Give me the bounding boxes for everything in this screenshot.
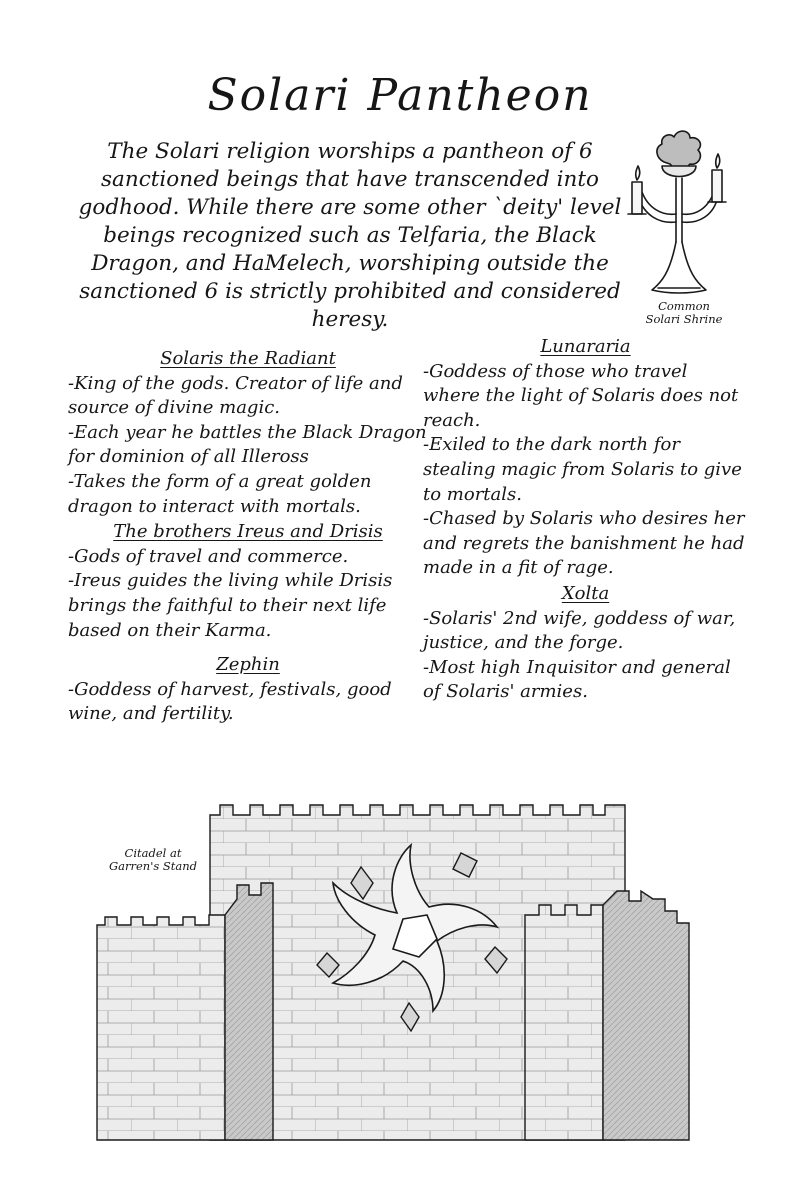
left-column (68, 346, 428, 727)
section-entry: -Goddess of harvest, festivals, good wine, and fertility. (68, 678, 392, 725)
section-heading: The brothers Ireus and Drisis (113, 521, 383, 543)
solari-shrine-illustration (618, 122, 738, 307)
section-entry: -Most high Inquisitor and general of Solaris' armies. (423, 656, 731, 703)
citadel-caption-line: Citadel at (124, 846, 182, 860)
page-title: Solari Pantheon (207, 70, 593, 121)
section-heading: Zephin (216, 654, 280, 676)
section-heading: Xolta (561, 582, 610, 604)
section-entry: -Chased by Solaris who desires her and regrets the banishment he had made in a fit of rage. (423, 508, 745, 579)
section-entry: -Ireus guides the living while Drisis brings the faithful to their next life based on their Karma. (68, 570, 393, 641)
section-entry: -King of the gods. Creator of life and source of divine magic. (68, 372, 403, 419)
citadel-caption-line: Garren's Stand (108, 859, 198, 873)
section-heading: Solaris the Radiant (160, 348, 336, 369)
shrine-caption-line: Common (658, 299, 710, 313)
section-entry: -Solaris' 2nd wife, goddess of war, justice, and the forge. (423, 607, 736, 654)
section-entry: -Goddess of those who travel where the light of Solaris does not reach. (423, 360, 739, 431)
shrine-caption (628, 300, 740, 326)
shrine-caption-line: Solari Shrine (645, 312, 723, 326)
section-entry: -Exiled to the dark north for stealing magic from Solaris to give to mortals. (423, 434, 742, 505)
citadel-illustration (85, 795, 725, 1145)
section-entry: -Gods of travel and commerce. (68, 545, 349, 567)
section-heading: Lunararia (540, 336, 631, 357)
right-column (423, 334, 748, 705)
section-entry: -Takes the form of a great golden dragon to interact with mortals. (68, 470, 372, 517)
section-entry: -Each year he battles the Black Dragon for dominion of all Illeross (68, 421, 427, 468)
intro-paragraph: The Solari religion worships a pantheon of 6 sanctioned beings that have transcended into godhood. While there are some other `deity' level beings recognized such as Telfaria, the Black Dragon, and HaMelech, worshiping outside the sanctioned 6 is strictly prohibited and considered heresy. (78, 139, 622, 332)
